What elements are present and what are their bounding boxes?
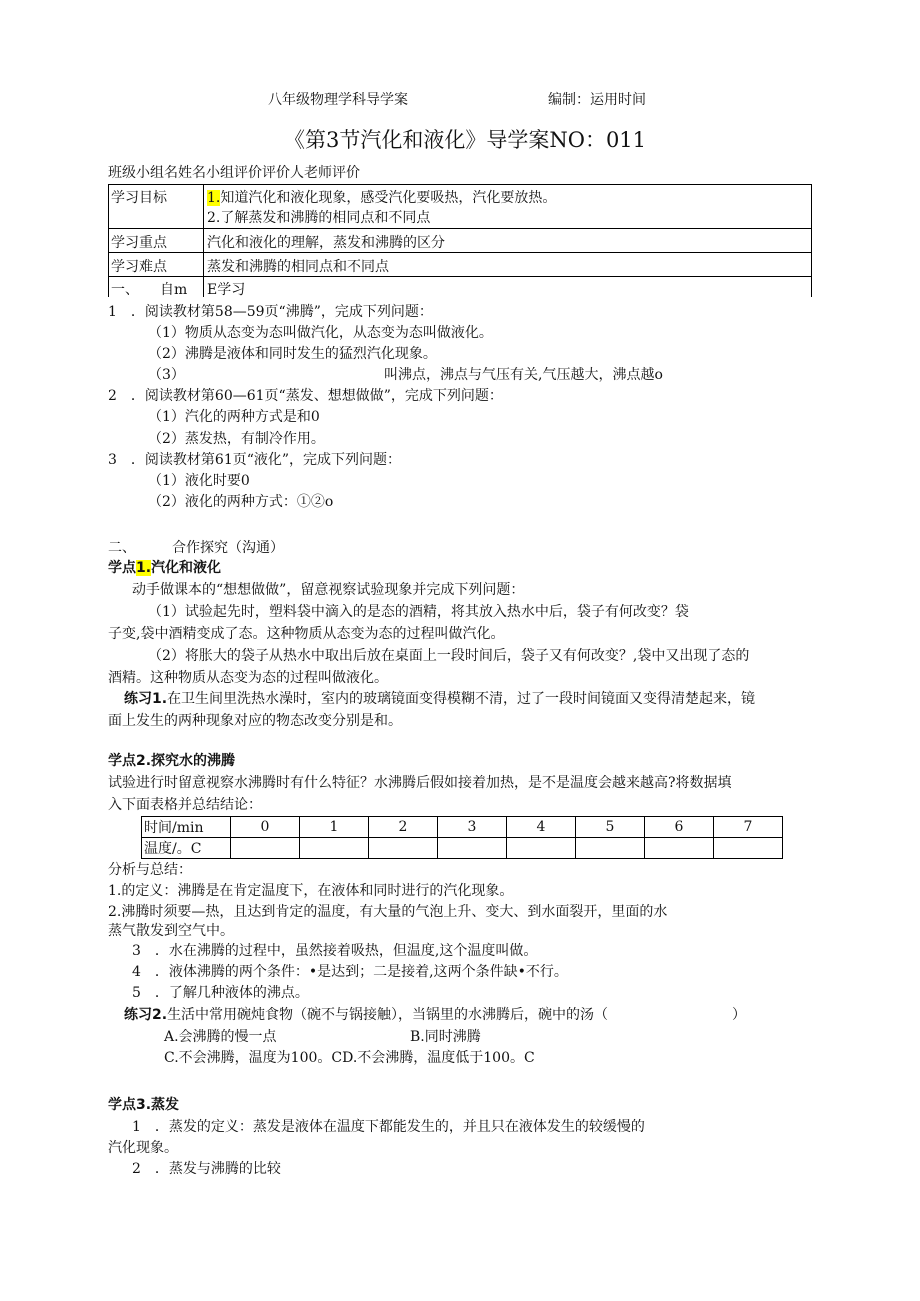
exercise1-line2: 面上发生的两种现象对应的物态改变分别是和。 <box>108 713 402 729</box>
time-cell: 2 <box>369 817 438 838</box>
p1-a1: （1）试验起先时，塑料袋中滴入的是态的酒精，将其放入热水中后，袋子有何改变？袋 <box>148 604 689 620</box>
info-value: 汽化和液化的理解，蒸发和沸腾的区分 <box>207 235 445 251</box>
q2-1: （1）汽化的两种方式是和0 <box>148 409 320 425</box>
q3-1: （1）液化时要0 <box>148 473 250 489</box>
p3-1a: 1 ．蒸发的定义：蒸发是液体在温度下都能发生的，并且只在液体发生的较缓慢的 <box>132 1119 645 1135</box>
info-value: 2.了解蒸发和沸腾的相同点和不同点 <box>207 210 431 226</box>
time-cell: 7 <box>714 817 783 838</box>
info-label: 学习难点 <box>111 259 167 275</box>
temperature-cell <box>714 838 783 859</box>
time-cell: 1 <box>300 817 369 838</box>
info-row-key <box>108 228 812 253</box>
exercise2-close: ） <box>732 1007 746 1023</box>
temperature-cell <box>576 838 645 859</box>
q3: 3 ．阅读教材第61页“液化”，完成下列问题： <box>108 452 402 468</box>
info-row-goals <box>108 184 812 229</box>
section-two-number: 二、 <box>108 540 136 556</box>
p1-intro: 动手做课本的“想想做做”，留意视察试验现象并完成下列问题： <box>132 582 525 598</box>
q2: 2 ．阅读教材第60—61页“蒸发、想想做做”，完成下列问题： <box>108 388 503 404</box>
info-value <box>207 187 556 207</box>
info-value: 蒸发和沸腾的相同点和不同点 <box>207 259 389 275</box>
analysis-2a: 2.沸腾时须要—热，且达到肯定的温度，有大量的气泡上升、变大、到水面裂开，里面的水 <box>108 904 668 920</box>
time-cell: 0 <box>231 817 300 838</box>
temperature-cell <box>645 838 714 859</box>
p3-1b: 汽化现象。 <box>108 1140 178 1156</box>
time-cell: 5 <box>576 817 645 838</box>
exercise1-line1 <box>124 690 755 708</box>
info-label: 一、 自m <box>111 282 188 298</box>
q1-2: （2）沸腾是液体和同时发生的猛烈汽化现象。 <box>148 346 437 362</box>
point1-title: 汽化和液化 <box>151 560 222 576</box>
time-header: 时间/min <box>142 817 231 838</box>
info-value: E学习 <box>207 282 246 298</box>
temperature-cell <box>369 838 438 859</box>
analysis-1: 1.的定义：沸腾是在肯定温度下，在液体和同时进行的汽化现象。 <box>108 883 514 899</box>
temperature-cell <box>300 838 369 859</box>
eval-line: 班级小组名姓名小组评价评价人老师评价 <box>108 165 360 181</box>
section-two-heading: 合作探究（沟通） <box>172 540 284 556</box>
info-label: 学习目标 <box>111 190 167 206</box>
boiling-data-table <box>141 816 783 859</box>
point1-heading <box>108 559 221 577</box>
point1-prefix: 学点 <box>108 560 136 576</box>
option-b: B.同时沸腾 <box>410 1029 481 1045</box>
point3-heading: 学点3.蒸发 <box>108 1097 180 1113</box>
time-cell: 6 <box>645 817 714 838</box>
info-row-difficulty <box>108 252 812 277</box>
exercise2-text: 生活中常用碗炖食物（碗不与锅接触），当锅里的水沸腾后，碗中的汤（ <box>167 1007 609 1023</box>
info-label: 学习重点 <box>111 235 167 251</box>
option-cd: C.不会沸腾，温度为100。CD.不会沸腾，温度低于100。C <box>164 1050 535 1066</box>
q1-3b: 叫沸点，沸点与气压有关,气压越大，沸点越o <box>384 367 663 383</box>
info-row-self-study <box>108 276 812 298</box>
exercise1-text: 在卫生间里洗热水澡时，室内的玻璃镜面变得模糊不清，过了一段时间镜面又变得清楚起来，镜 <box>167 691 756 707</box>
temperature-cell <box>507 838 576 859</box>
table-row <box>142 817 783 838</box>
temperature-header: 温度/。C <box>142 838 231 859</box>
analysis-3: 3 ．水在沸腾的过程中，虽然接着吸热，但温度,这个温度叫做。 <box>132 943 538 959</box>
q1-3a: （3） <box>148 367 185 383</box>
analysis-4: 4 ．液体沸腾的两个条件：•是达到；二是接着,这两个条件缺•不行。 <box>132 964 568 980</box>
q1: 1 ．阅读教材第58—59页“沸腾”，完成下列问题： <box>108 304 433 320</box>
p1-a2: 子变,袋中酒精变成了态。这种物质从态变为态的过程叫做汽化。 <box>108 626 505 642</box>
p2-line1: 试验进行时留意视察水沸腾时有什么特征？水沸腾后假如接着加热，是不是温度会越来越高?将数据填 <box>108 775 732 791</box>
q1-1: （1）物质从态变为态叫做汽化，从态变为态叫做液化。 <box>148 325 493 341</box>
exercise2-line <box>124 1006 608 1024</box>
p1-b1: （2）将胀大的袋子从热水中取出后放在桌面上一段时间后，袋子又有何改变？,袋中又出现了态的 <box>148 648 750 664</box>
page-title: 《第3节汽化和液化》导学案NO：011 <box>284 128 647 152</box>
analysis-5: 5 ．了解几种液体的沸点。 <box>132 985 309 1001</box>
time-cell: 4 <box>507 817 576 838</box>
p1-b2: 酒精。这种物质从态变为态的过程叫做液化。 <box>108 670 388 686</box>
analysis-heading: 分析与总结： <box>108 862 192 878</box>
highlight-number: 1. <box>207 190 221 206</box>
temperature-cell <box>438 838 507 859</box>
time-cell: 3 <box>438 817 507 838</box>
temperature-cell <box>231 838 300 859</box>
point2-heading: 学点2.探究水的沸腾 <box>108 753 236 769</box>
q3-2: （2）液化的两种方式：①②o <box>148 494 334 510</box>
exercise2-label: 练习2. <box>124 1007 168 1023</box>
p3-2: 2 ．蒸发与沸腾的比较 <box>132 1161 281 1177</box>
goal-line-1: 知道汽化和液化现象，感受汽化要吸热，汽化要放热。 <box>220 190 557 206</box>
analysis-2b: 蒸气散发到空气中。 <box>108 923 234 939</box>
table-row <box>142 838 783 859</box>
exercise1-label: 练习1. <box>124 691 168 707</box>
point1-number: 1. <box>136 560 152 576</box>
editor-line: 编制：运用时间 <box>548 92 646 108</box>
p2-line2: 入下面表格并总结结论： <box>108 797 262 813</box>
q2-2: （2）蒸发热，有制冷作用。 <box>148 431 325 447</box>
course-line: 八年级物理学科导学案 <box>268 92 408 108</box>
option-a: A.会沸腾的慢一点 <box>164 1029 277 1045</box>
